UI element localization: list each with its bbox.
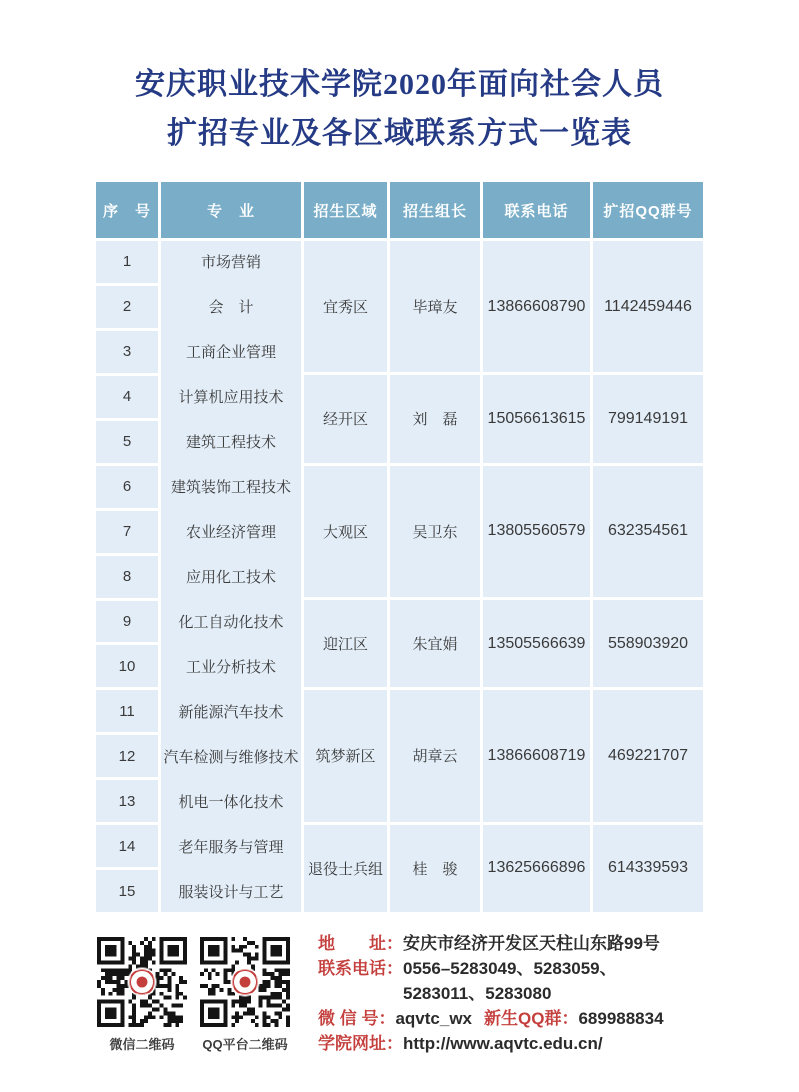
table-row-number: 9 <box>96 598 158 643</box>
qq-group-number: 558903920 <box>593 597 703 687</box>
table-row-number: 7 <box>96 508 158 553</box>
address-line <box>318 931 758 956</box>
table-row-number: 8 <box>96 553 158 598</box>
phone-number: 13866608719 <box>483 687 590 821</box>
qq-group-number: 1142459446 <box>593 238 703 372</box>
phone-label: 联系电话： <box>318 959 403 978</box>
major-name: 应用化工技术 <box>161 553 301 598</box>
website-label: 学院网址： <box>318 1034 403 1053</box>
region-name: 大观区 <box>304 463 387 597</box>
address-label: 地 址： <box>318 934 403 953</box>
page-title <box>0 60 799 158</box>
leader-name: 桂 骏 <box>390 822 480 912</box>
column-header-leader: 招生组长 <box>390 182 480 238</box>
phone-line-2 <box>318 981 758 1006</box>
table-row-number: 5 <box>96 418 158 463</box>
column-header-major: 专 业 <box>161 182 301 238</box>
table-row-number: 6 <box>96 463 158 508</box>
freshman-qq-label: 新生QQ群： <box>484 1009 579 1028</box>
leader-name: 毕璋友 <box>390 238 480 372</box>
major-name: 汽车检测与维修技术 <box>161 732 301 777</box>
major-name: 建筑装饰工程技术 <box>161 463 301 508</box>
qq-group-number: 799149191 <box>593 372 703 462</box>
website-value: http://www.aqvtc.edu.cn/ <box>403 1034 603 1053</box>
table-row-number: 10 <box>96 642 158 687</box>
column-serial-number <box>96 182 158 912</box>
major-name: 新能源汽车技术 <box>161 687 301 732</box>
column-header-serial: 序 号 <box>96 182 158 238</box>
phone-value-2: 5283011、5283080 <box>403 984 552 1003</box>
leader-name: 刘 磊 <box>390 372 480 462</box>
leader-name: 吴卫东 <box>390 463 480 597</box>
phone-number: 13625666896 <box>483 822 590 912</box>
table-row-number: 15 <box>96 867 158 912</box>
column-major <box>158 182 301 912</box>
qq-platform-qr-code <box>200 937 290 1027</box>
column-header-phone: 联系电话 <box>483 182 590 238</box>
website-line <box>318 1031 758 1056</box>
phone-value-1: 0556–5283049、5283059、 <box>403 959 617 978</box>
region-name: 宜秀区 <box>304 238 387 372</box>
major-name: 机电一体化技术 <box>161 777 301 822</box>
major-name: 农业经济管理 <box>161 508 301 553</box>
table-row-number: 1 <box>96 238 158 283</box>
qq-qr-label: QQ平台二维码 <box>202 1037 288 1052</box>
qq-group-number: 614339593 <box>593 822 703 912</box>
table-row-number: 2 <box>96 283 158 328</box>
page-title-line1: 安庆职业技术学院2020年面向社会人员 <box>135 68 664 101</box>
wechat-label: 微 信 号： <box>318 1009 396 1028</box>
wechat-qr-code <box>97 937 187 1027</box>
wechat-qq-line <box>318 1006 758 1031</box>
region-name: 退役士兵组 <box>304 822 387 912</box>
contact-info <box>318 931 758 1056</box>
phone-line-1 <box>318 956 758 981</box>
table-row-number: 4 <box>96 373 158 418</box>
contact-table <box>96 182 703 912</box>
region-name: 迎江区 <box>304 597 387 687</box>
qq-group-number: 632354561 <box>593 463 703 597</box>
major-name: 服装设计与工艺 <box>161 867 301 912</box>
qq-qr-item <box>200 937 290 1053</box>
major-name: 工商企业管理 <box>161 328 301 373</box>
region-name: 筑梦新区 <box>304 687 387 821</box>
page-title-line2: 扩招专业及各区域联系方式一览表 <box>167 117 632 150</box>
qq-group-number: 469221707 <box>593 687 703 821</box>
wechat-value: aqvtc_wx <box>395 1009 472 1028</box>
wechat-qr-label: 微信二维码 <box>109 1037 175 1052</box>
column-leader <box>387 182 480 912</box>
major-name: 化工自动化技术 <box>161 598 301 643</box>
address-value: 安庆市经济开发区天柱山东路99号 <box>403 934 660 953</box>
column-phone <box>480 182 590 912</box>
table-row-number: 11 <box>96 687 158 732</box>
phone-number: 13805560579 <box>483 463 590 597</box>
column-header-region: 招生区域 <box>304 182 387 238</box>
phone-number: 13866608790 <box>483 238 590 372</box>
table-row-number: 14 <box>96 822 158 867</box>
major-name: 计算机应用技术 <box>161 373 301 418</box>
major-name: 市场营销 <box>161 238 301 283</box>
major-name: 会 计 <box>161 283 301 328</box>
phone-number: 15056613615 <box>483 372 590 462</box>
leader-name: 朱宜娟 <box>390 597 480 687</box>
phone-number: 13505566639 <box>483 597 590 687</box>
leader-name: 胡章云 <box>390 687 480 821</box>
freshman-qq-value: 689988834 <box>578 1009 664 1028</box>
major-name: 工业分析技术 <box>161 642 301 687</box>
column-region <box>301 182 387 912</box>
region-name: 经开区 <box>304 372 387 462</box>
table-row-number: 3 <box>96 328 158 373</box>
qr-code-section <box>97 937 290 1053</box>
wechat-qr-item <box>97 937 187 1053</box>
major-name: 建筑工程技术 <box>161 418 301 463</box>
column-qq-group <box>590 182 703 912</box>
table-row-number: 13 <box>96 777 158 822</box>
table-row-number: 12 <box>96 732 158 777</box>
major-name: 老年服务与管理 <box>161 822 301 867</box>
column-header-qq-group: 扩招QQ群号 <box>593 182 703 238</box>
